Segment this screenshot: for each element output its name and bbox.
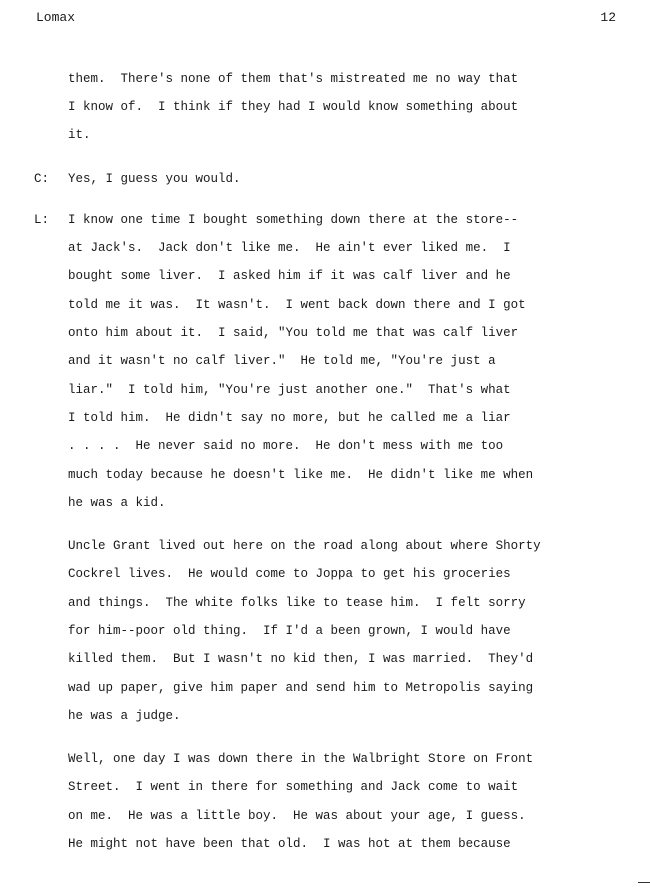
- text-line: and things. The white folks like to tease him. I felt sorry: [68, 596, 526, 610]
- text-line: I know one time I bought something down there at the store--: [68, 213, 519, 227]
- text-line: onto him about it. I said, "You told me that was calf liver: [68, 326, 519, 340]
- page-edge-mark: [638, 882, 650, 883]
- text-line: on me. He was a little boy. He was about your age, I guess.: [68, 809, 526, 823]
- text-line: wad up paper, give him paper and send him to Metropolis saying: [68, 681, 534, 695]
- text-line: he was a judge.: [68, 709, 181, 723]
- text-line: Well, one day I was down there in the Walbright Store on Front: [68, 752, 534, 766]
- text-line: Cockrel lives. He would come to Joppa to get his groceries: [68, 567, 511, 581]
- page-number: 12: [600, 10, 616, 25]
- text-line: told me it was. It wasn't. I went back down there and I got: [68, 298, 526, 312]
- speaker-label: C:: [34, 172, 50, 186]
- text-line: Uncle Grant lived out here on the road along about where Shorty: [68, 539, 541, 553]
- text-line: . . . . He never said no more. He don't mess with me too: [68, 439, 504, 453]
- text-line: I told him. He didn't say no more, but he called me a liar: [68, 411, 511, 425]
- text-line: Street. I went in there for something and Jack come to wait: [68, 780, 519, 794]
- text-line: he was a kid.: [68, 496, 166, 510]
- text-line: liar." I told him, "You're just another one." That's what: [68, 383, 511, 397]
- page-header: [36, 10, 616, 30]
- speaker-label: L:: [34, 213, 50, 227]
- text-line: bought some liver. I asked him if it was calf liver and he: [68, 269, 511, 283]
- header-name: Lomax: [36, 10, 76, 25]
- text-line: killed them. But I wasn't no kid then, I was married. They'd: [68, 652, 534, 666]
- text-line: and it wasn't no calf liver." He told me, "You're just a: [68, 354, 496, 368]
- text-line: for him--poor old thing. If I'd a been grown, I would have: [68, 624, 511, 638]
- text-line: it.: [68, 128, 91, 142]
- text-line: much today because he doesn't like me. He didn't like me when: [68, 468, 534, 482]
- text-line: I know of. I think if they had I would know something about: [68, 100, 519, 114]
- text-line: Yes, I guess you would.: [68, 172, 241, 186]
- text-line: at Jack's. Jack don't like me. He ain't ever liked me. I: [68, 241, 511, 255]
- text-line: them. There's none of them that's mistreated me no way that: [68, 72, 519, 86]
- text-line: He might not have been that old. I was hot at them because: [68, 837, 511, 851]
